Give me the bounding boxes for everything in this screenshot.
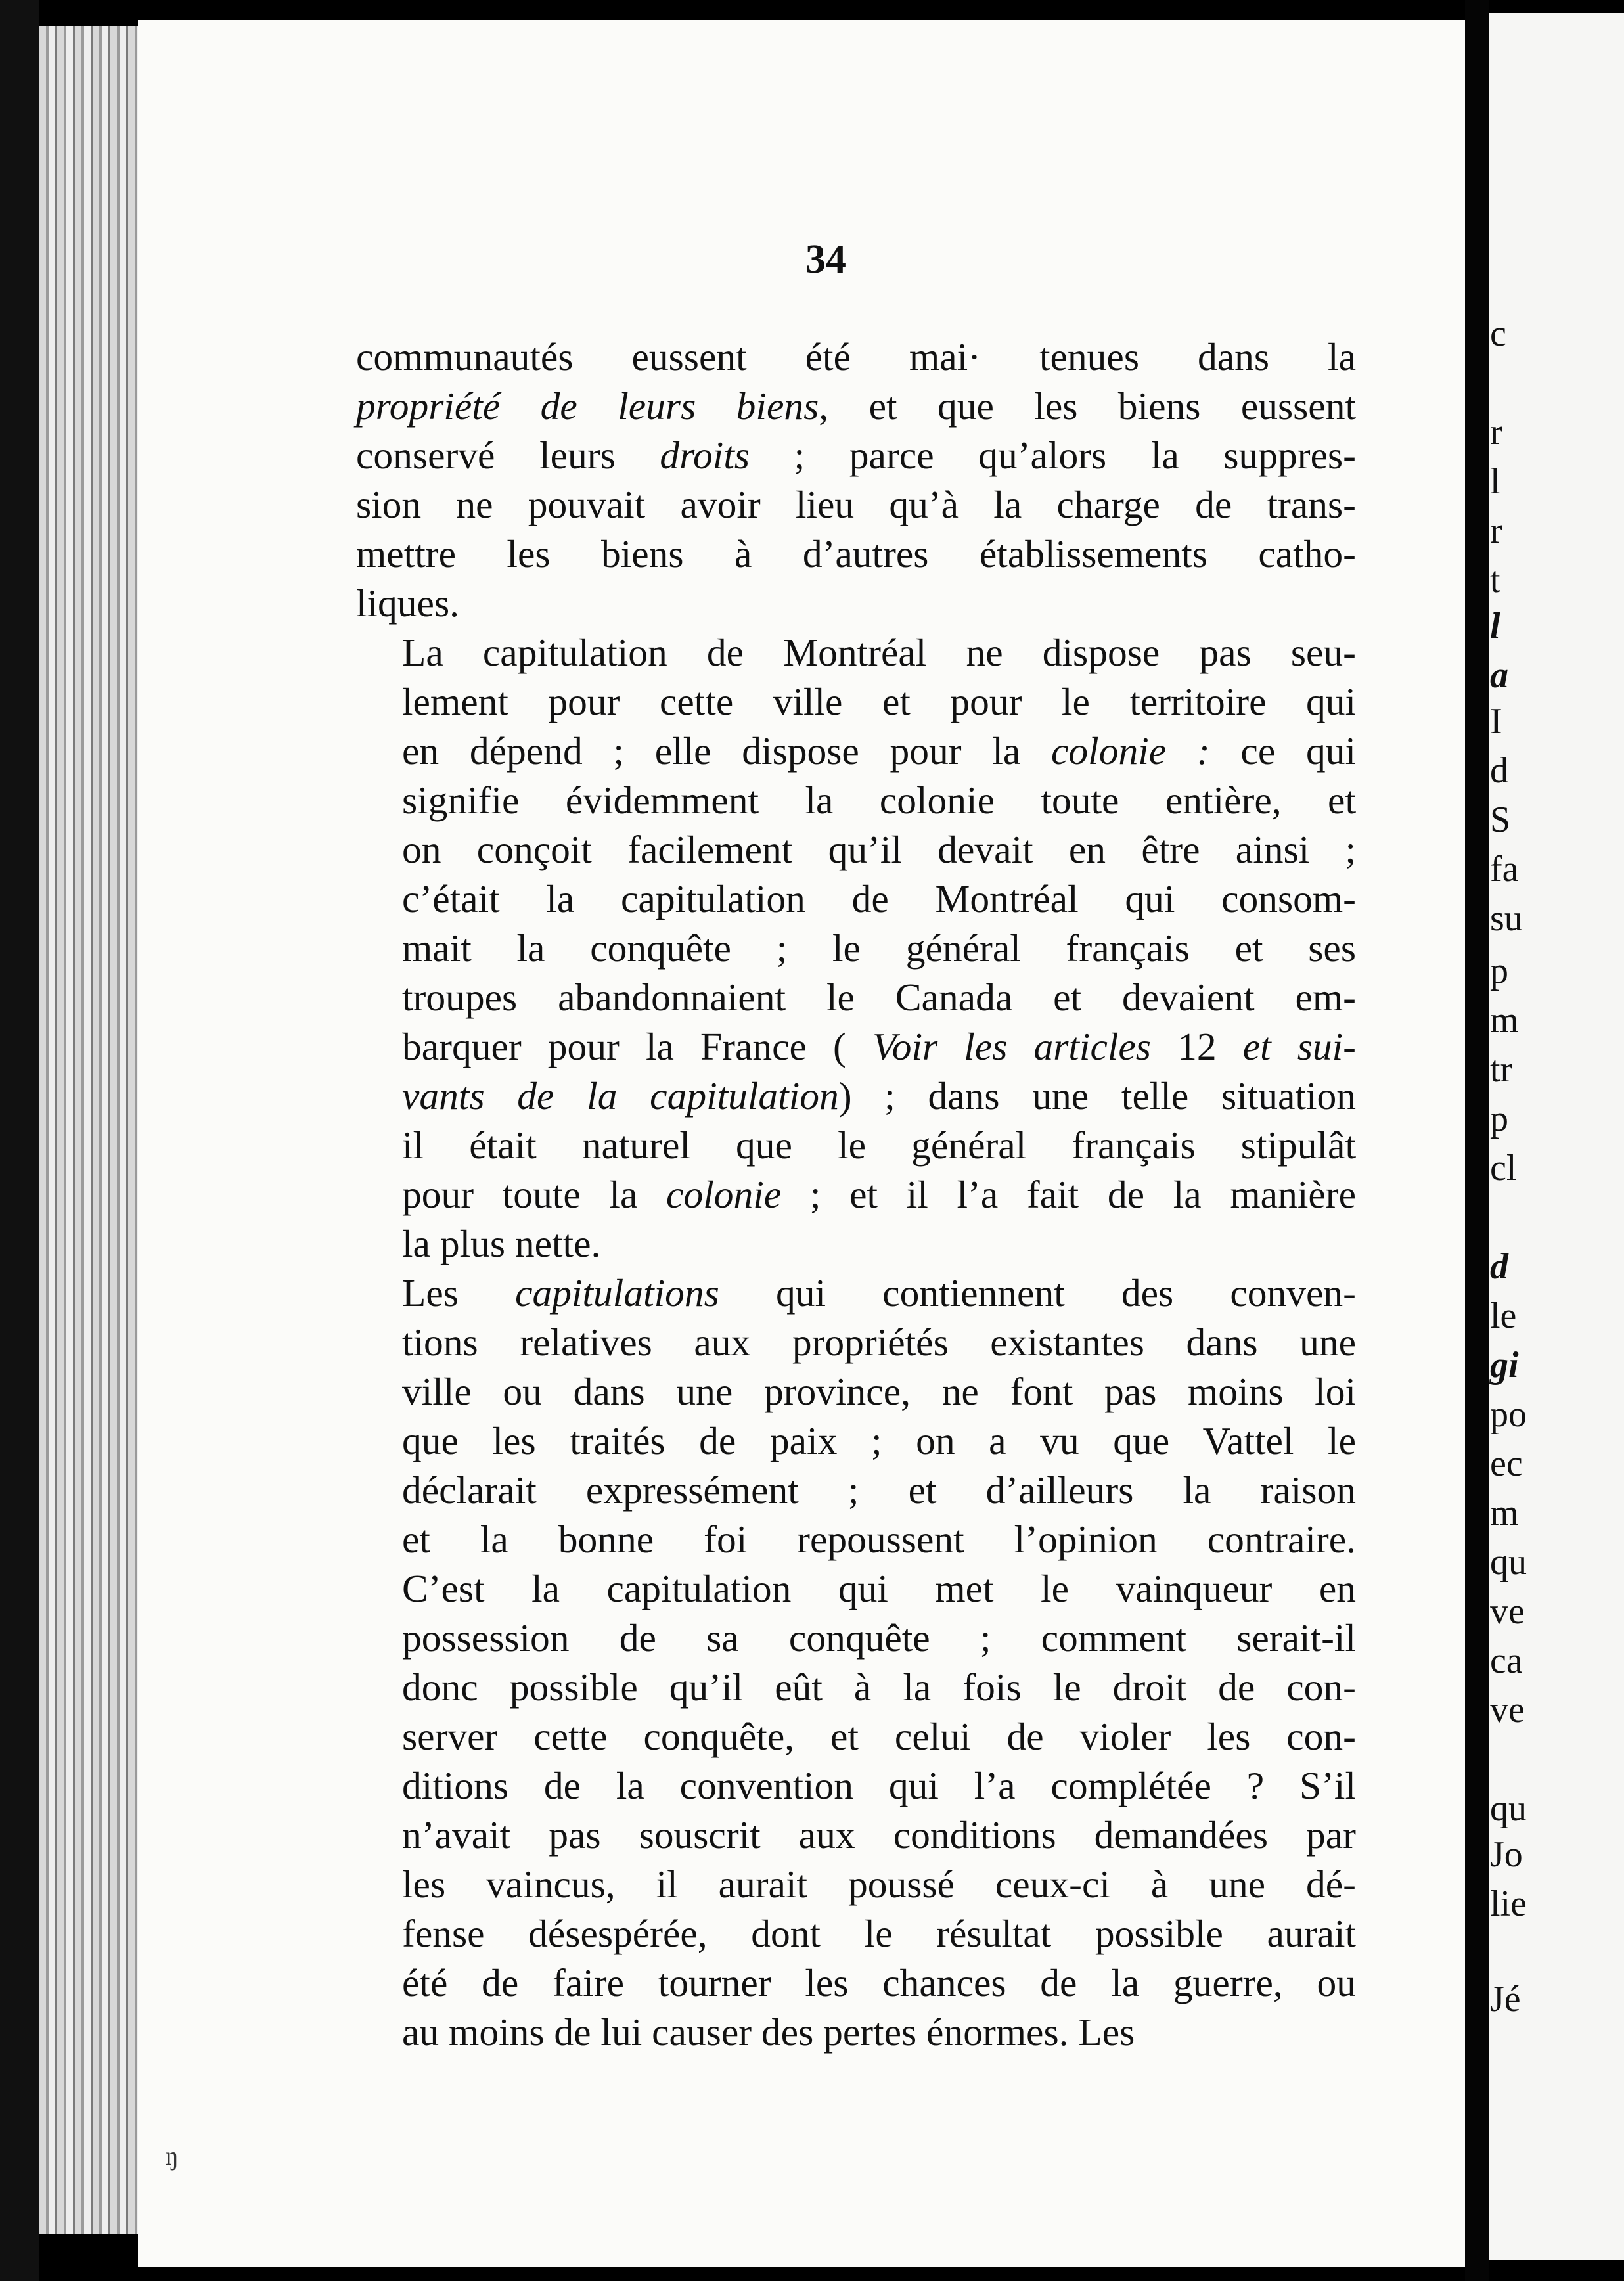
- text-run: il était naturel que le général français stipulât: [402, 1123, 1356, 1167]
- text-run: barquer pour la France (: [402, 1025, 872, 1068]
- text-run: c’était la capitulation de Montréal qui consom-: [402, 877, 1356, 920]
- text-line: [356, 776, 1356, 825]
- text-run: été de faire tourner les chances de la guerre, ou: [402, 1961, 1356, 2004]
- text-line: [356, 1761, 1356, 1811]
- italic-text: propriété de leurs biens: [356, 384, 819, 428]
- text-line: [356, 2008, 1356, 2057]
- facing-page-letters: ec: [1490, 1443, 1523, 1484]
- text-line: [356, 530, 1356, 579]
- facing-page-letters: su: [1490, 898, 1523, 939]
- paragraph: [356, 628, 1356, 1269]
- facing-page-letters: le: [1490, 1296, 1517, 1336]
- facing-page-letters: p: [1490, 1098, 1508, 1139]
- text-run: mait la conquête ; le général français et ses: [402, 926, 1356, 970]
- text-run: on conçoit facilement qu’il devait en être ainsi ;: [402, 828, 1356, 871]
- text-run: que les traités de paix ; on a vu que Vattel le: [402, 1419, 1356, 1462]
- text-line: [356, 727, 1356, 776]
- text-line: [356, 1958, 1356, 2008]
- facing-page-letters: Jo: [1490, 1834, 1523, 1875]
- text-run: La capitulation de Montréal ne dispose pas seu-: [402, 631, 1356, 674]
- facing-page-letters: r: [1490, 510, 1502, 551]
- facing-page-letters: qu: [1490, 1788, 1527, 1829]
- text-run: au moins de lui causer des pertes énormes. Les: [402, 2010, 1135, 2054]
- facing-page-letters: r: [1490, 412, 1502, 453]
- text-line: [356, 874, 1356, 924]
- facing-page-letters: d: [1490, 750, 1508, 791]
- text-run: les vaincus, il aurait poussé ceux-ci à une dé-: [402, 1863, 1356, 1906]
- facing-page-letters: l: [1490, 461, 1500, 502]
- text-run: fense désespérée, dont le résultat possible aurait: [402, 1912, 1356, 1955]
- scan-border-left: [0, 0, 39, 2281]
- facing-page-letters: c: [1490, 313, 1506, 354]
- text-run: déclarait expressément ; et d’ailleurs la raison: [402, 1468, 1356, 1512]
- facing-page-letters: ve: [1490, 1690, 1525, 1730]
- facing-page-fragment: [1489, 13, 1624, 2260]
- text-run: signifie évidemment la colonie toute entière, et: [402, 779, 1356, 822]
- text-run: , et que les biens eussent: [819, 384, 1356, 428]
- facing-page-letters: S: [1490, 800, 1511, 840]
- text-line: [356, 1170, 1356, 1219]
- paragraph: [356, 1269, 1356, 2057]
- text-line: [356, 1022, 1356, 1072]
- text-run: la plus nette.: [402, 1222, 601, 1265]
- facing-page-letters: a: [1490, 655, 1508, 696]
- text-line: [356, 1614, 1356, 1663]
- italic-text: colonie :: [1051, 729, 1210, 773]
- book-page-edges: [39, 26, 138, 2234]
- text-line: [356, 1811, 1356, 1860]
- text-line: [356, 382, 1356, 431]
- text-run: possession de sa conquête ; comment serait-il: [402, 1616, 1356, 1660]
- facing-page-letters: I: [1490, 701, 1502, 742]
- book-gutter: [1465, 0, 1489, 2281]
- text-line: [356, 1515, 1356, 1564]
- text-run: ce qui: [1209, 729, 1356, 773]
- text-run: n’avait pas souscrit aux conditions demandées par: [402, 1813, 1356, 1857]
- text-line: [356, 1121, 1356, 1170]
- italic-text: colonie: [666, 1173, 782, 1216]
- facing-page-letters: lie: [1490, 1884, 1527, 1924]
- text-line: [356, 1909, 1356, 1958]
- text-run: troupes abandonnaient le Canada et devaient em-: [402, 976, 1356, 1019]
- text-run: en dépend ; elle dispose pour la: [402, 729, 1051, 773]
- text-line: [356, 1564, 1356, 1614]
- paragraph: [356, 332, 1356, 628]
- text-line: [356, 1072, 1356, 1121]
- text-run: qui contiennent des conven-: [719, 1271, 1356, 1315]
- text-run: sion ne pouvait avoir lieu qu’à la charge de trans-: [356, 483, 1356, 526]
- text-run: 12: [1150, 1025, 1243, 1068]
- text-run: Les: [402, 1271, 516, 1315]
- text-run: ; et il l’a fait de la manière: [781, 1173, 1356, 1216]
- text-line: [356, 1318, 1356, 1367]
- text-line: [356, 1367, 1356, 1416]
- text-run: mettre les biens à d’autres établissements catho-: [356, 532, 1356, 576]
- facing-page-letters: tr: [1490, 1049, 1513, 1090]
- text-line: [356, 1219, 1356, 1269]
- body-text: [356, 332, 1356, 2057]
- margin-mark: ŋ: [166, 2141, 179, 2171]
- text-line: [356, 1416, 1356, 1466]
- facing-page-letters: ve: [1490, 1591, 1525, 1632]
- text-run: C’est la capitulation qui met le vainqueur en: [402, 1567, 1356, 1610]
- text-line: [356, 1663, 1356, 1712]
- italic-text: vants de la capitulation: [402, 1074, 839, 1118]
- text-run: ; parce qu’alors la suppres-: [750, 434, 1356, 477]
- text-line: [356, 332, 1356, 382]
- facing-page-letters: po: [1490, 1394, 1527, 1435]
- text-line: [356, 924, 1356, 973]
- text-line: [356, 973, 1356, 1022]
- facing-page-letters: m: [1490, 1493, 1519, 1533]
- text-run: tions relatives aux propriétés existantes dans une: [402, 1321, 1356, 1364]
- facing-page-letters: cl: [1490, 1148, 1517, 1188]
- facing-page-letters: m: [1490, 1000, 1519, 1041]
- italic-text: Voir les articles: [872, 1025, 1151, 1068]
- text-run: communautés eussent été mai· tenues dans la: [356, 335, 1356, 378]
- text-line: [356, 480, 1356, 530]
- text-run: pour toute la: [402, 1173, 667, 1216]
- text-line: [356, 677, 1356, 727]
- facing-page-letters: p: [1490, 951, 1508, 991]
- text-line: [356, 1466, 1356, 1515]
- italic-text: capitulations: [515, 1271, 719, 1315]
- text-run: conservé leurs: [356, 434, 660, 477]
- text-run: ) ; dans une telle situation: [838, 1074, 1356, 1118]
- facing-page-letters: ca: [1490, 1640, 1523, 1681]
- facing-page-letters: d: [1490, 1246, 1508, 1287]
- italic-text: droits: [660, 434, 750, 477]
- text-run: liques.: [356, 581, 460, 625]
- italic-text: et sui-: [1242, 1025, 1356, 1068]
- text-run: donc possible qu’il eût à la fois le droit de con-: [402, 1665, 1356, 1709]
- text-run: ville ou dans une province, ne font pas moins loi: [402, 1370, 1356, 1413]
- facing-page-letters: gi: [1490, 1345, 1519, 1386]
- text-line: [356, 1269, 1356, 1318]
- text-run: et la bonne foi repoussent l’opinion contraire.: [402, 1518, 1356, 1561]
- text-run: ditions de la convention qui l’a complétée ? S’il: [402, 1764, 1356, 1807]
- text-line: [356, 1860, 1356, 1909]
- text-line: [356, 628, 1356, 677]
- text-line: [356, 579, 1356, 628]
- text-run: lement pour cette ville et pour le territoire qui: [402, 680, 1356, 723]
- facing-page-letters: Jé: [1490, 1979, 1521, 2020]
- facing-page-letters: l: [1490, 606, 1500, 646]
- text-line: [356, 825, 1356, 874]
- text-line: [356, 431, 1356, 480]
- facing-page-letters: fa: [1490, 849, 1519, 890]
- page-number: 34: [805, 237, 846, 282]
- facing-page-letters: qu: [1490, 1542, 1527, 1583]
- text-line: [356, 1712, 1356, 1761]
- text-run: server cette conquête, et celui de violer les con-: [402, 1715, 1356, 1758]
- facing-page-letters: t: [1490, 560, 1500, 600]
